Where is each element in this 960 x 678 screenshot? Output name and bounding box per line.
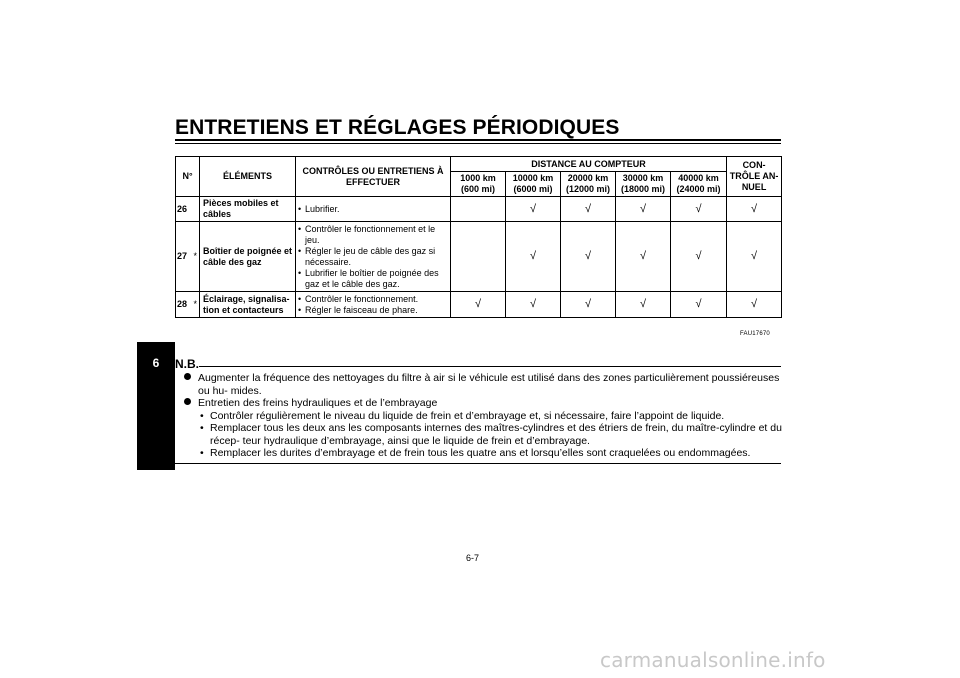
maintenance-table: [175, 156, 782, 318]
action-item: • Contrôler le fonctionnement et le jeu.: [298, 224, 448, 246]
check-mark: √: [727, 197, 782, 222]
footer-code: FAU17670: [740, 331, 770, 337]
note-subitem: [184, 410, 782, 423]
check-mark: √: [561, 222, 616, 292]
header-distance-4: [671, 172, 727, 197]
note-body: [184, 372, 782, 460]
row-element: Éclairage, signalisa- tion et contacteurs: [200, 292, 296, 318]
note-subitem: [184, 422, 782, 447]
action-list: [298, 204, 448, 215]
table-row: [176, 222, 782, 292]
action-list: [298, 224, 448, 290]
note-item-text: Entretien des freins hydrauliques et de l’embrayage: [198, 397, 438, 409]
check-mark: √: [671, 292, 727, 318]
header-distance-1: [506, 172, 561, 197]
table-row: [176, 197, 782, 222]
page-number: 6-7: [466, 553, 480, 563]
note-subitem: [184, 447, 782, 460]
action-item: • Contrôler le fonctionnement.: [298, 294, 448, 305]
distance-km: 10000 km: [512, 173, 554, 183]
chapter-tab: [137, 342, 175, 470]
distance-mi: (12000 mi): [566, 184, 611, 194]
note-title: N.B.: [175, 357, 199, 371]
action-item: • Régler le faisceau de phare.: [298, 305, 448, 316]
distance-km: 20000 km: [567, 173, 609, 183]
note-rule: [199, 366, 781, 367]
check-mark: √: [616, 197, 671, 222]
bullet-icon: [184, 373, 191, 380]
note-item: [184, 397, 782, 410]
note-subitem-text: Contrôler régulièrement le niveau du liquide de frein et d’embrayage et, si nécessaire, faire l’appoint de liquide.: [210, 409, 725, 422]
header-actions: CONTRÔLES OU ENTRETIENS À EFFECTUER: [296, 157, 451, 197]
table-row: [176, 292, 782, 318]
check-mark: √: [616, 292, 671, 318]
check-mark: √: [561, 292, 616, 318]
check-mark: √: [506, 197, 561, 222]
action-item: • Lubrifier le boîtier de poignée des gaz et le câble des gaz.: [298, 268, 448, 290]
check-mark: √: [506, 292, 561, 318]
chapter-number: 6: [152, 356, 160, 370]
note-item-text: Augmenter la fréquence des nettoyages du filtre à air si le véhicule est utilisé dans des zones particulièrement poussiéreuses ou hu- mides.: [198, 372, 780, 397]
distance-mi: (6000 mi): [513, 184, 553, 194]
check-mark: √: [671, 222, 727, 292]
note-subitem-text: Remplacer tous les deux ans les composants internes des maîtres-cylindres et des étriers de frein, du maître-cylindre et du récep- teur hydraulique d’embrayage, ainsi que le liquide de frein et d’embrayage.: [210, 422, 782, 447]
check-mark: √: [561, 197, 616, 222]
check-mark: [451, 222, 506, 292]
check-mark: √: [727, 222, 782, 292]
distance-mi: (600 mi): [461, 184, 496, 194]
distance-mi: (24000 mi): [676, 184, 721, 194]
note-item: [184, 372, 782, 397]
bullet-icon: [184, 398, 191, 405]
row-star: *: [192, 222, 200, 292]
check-mark: √: [451, 292, 506, 318]
action-item: • Lubrifier.: [298, 204, 448, 215]
note-subitem-text: Remplacer les durites d’embrayage et de frein tous les quatre ans et lorsqu’elles sont craquelées ou endommagées.: [210, 447, 751, 459]
page-title: ENTRETIENS ET RÉGLAGES PÉRIODIQUES: [175, 116, 620, 139]
row-number: 26: [176, 197, 192, 222]
header-elements: ÉLÉMENTS: [200, 157, 296, 197]
sub-bullet-icon: •: [200, 422, 204, 434]
header-annual: CON- TRÔLE AN- NUEL: [727, 157, 782, 197]
header-distance-3: [616, 172, 671, 197]
watermark-text[interactable]: carmanualsonline.info: [600, 648, 826, 672]
row-number: 28: [176, 292, 192, 318]
row-element: Pièces mobiles et câbles: [200, 197, 296, 222]
row-star: *: [192, 292, 200, 318]
check-mark: √: [671, 197, 727, 222]
row-element: Boîtier de poignée et câble des gaz: [200, 222, 296, 292]
title-rule: [175, 139, 781, 141]
check-mark: [451, 197, 506, 222]
row-number: 27: [176, 222, 192, 292]
header-distance-0: [451, 172, 506, 197]
sub-bullet-icon: •: [200, 409, 204, 422]
action-item: • Régler le jeu de câble des gaz si nécessaire.: [298, 246, 448, 268]
distance-km: 1000 km: [460, 173, 496, 183]
header-num: N°: [176, 157, 200, 197]
distance-mi: (18000 mi): [621, 184, 666, 194]
row-actions: [296, 292, 451, 318]
sub-bullet-icon: •: [200, 447, 204, 459]
header-distance-2: [561, 172, 616, 197]
check-mark: √: [616, 222, 671, 292]
header-distance: DISTANCE AU COMPTEUR: [451, 157, 727, 172]
row-actions: [296, 222, 451, 292]
action-list: [298, 294, 448, 316]
distance-km: 40000 km: [678, 173, 719, 183]
row-actions: [296, 197, 451, 222]
check-mark: √: [727, 292, 782, 318]
note-rule-bottom: [175, 463, 781, 464]
distance-km: 30000 km: [622, 173, 664, 183]
row-star: [192, 197, 200, 222]
title-rule-thin: [175, 143, 781, 144]
check-mark: √: [506, 222, 561, 292]
